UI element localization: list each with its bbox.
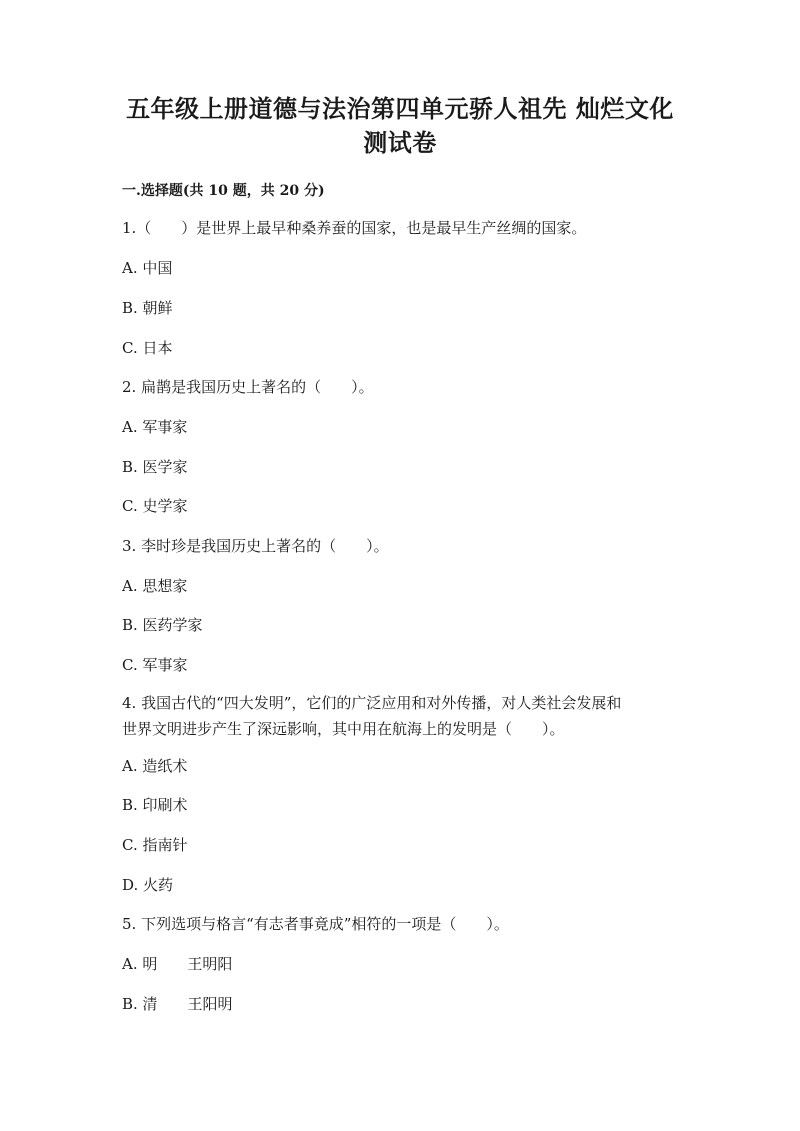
question-5-option-a: A. 明 王明阳 bbox=[122, 955, 233, 973]
question-3-option-b: B. 医药学家 bbox=[122, 616, 203, 634]
question-5-stem: 5. 下列选项与格言“有志者事竟成”相符的一项是（ ）。 bbox=[122, 915, 509, 933]
question-1-stem: 1.（ ）是世界上最早种桑养蚕的国家，也是最早生产丝绸的国家。 bbox=[122, 219, 587, 237]
question-5-option-b: B. 清 王阳明 bbox=[122, 995, 233, 1013]
title-line-2: 测试卷 bbox=[363, 128, 437, 157]
question-1-option-c: C. 日本 bbox=[122, 339, 173, 357]
question-1-option-a: A. 中国 bbox=[122, 259, 173, 277]
question-2-option-c: C. 史学家 bbox=[122, 497, 188, 515]
question-2-option-a: A. 军事家 bbox=[122, 418, 188, 436]
question-4-stem-line-2: 世界文明进步产生了深远影响，其中用在航海上的发明是（ ）。 bbox=[122, 720, 565, 738]
question-4-option-a: A. 造纸术 bbox=[122, 757, 188, 775]
section-heading: 一.选择题(共 10 题，共 20 分) bbox=[122, 183, 325, 199]
question-1-option-b: B. 朝鲜 bbox=[122, 299, 173, 317]
question-2-option-b: B. 医学家 bbox=[122, 458, 188, 476]
question-3-option-a: A. 思想家 bbox=[122, 577, 188, 595]
question-4-stem bbox=[122, 690, 682, 742]
question-3-stem: 3. 李时珍是我国历史上著名的（ ）。 bbox=[122, 537, 389, 555]
question-4-option-b: B. 印刷术 bbox=[122, 796, 188, 814]
question-3-option-c: C. 军事家 bbox=[122, 656, 188, 674]
question-4-option-d: D. 火药 bbox=[122, 876, 174, 894]
title-line-1: 五年级上册道德与法治第四单元骄人祖先 灿烂文化 bbox=[126, 94, 674, 123]
document-title bbox=[60, 92, 740, 160]
question-2-stem: 2. 扁鹊是我国历史上著名的（ ）。 bbox=[122, 378, 374, 396]
question-4-option-c: C. 指南针 bbox=[122, 836, 188, 854]
question-4-stem-line-1: 4. 我国古代的“四大发明”，它们的广泛应用和对外传播，对人类社会发展和 bbox=[122, 694, 622, 712]
